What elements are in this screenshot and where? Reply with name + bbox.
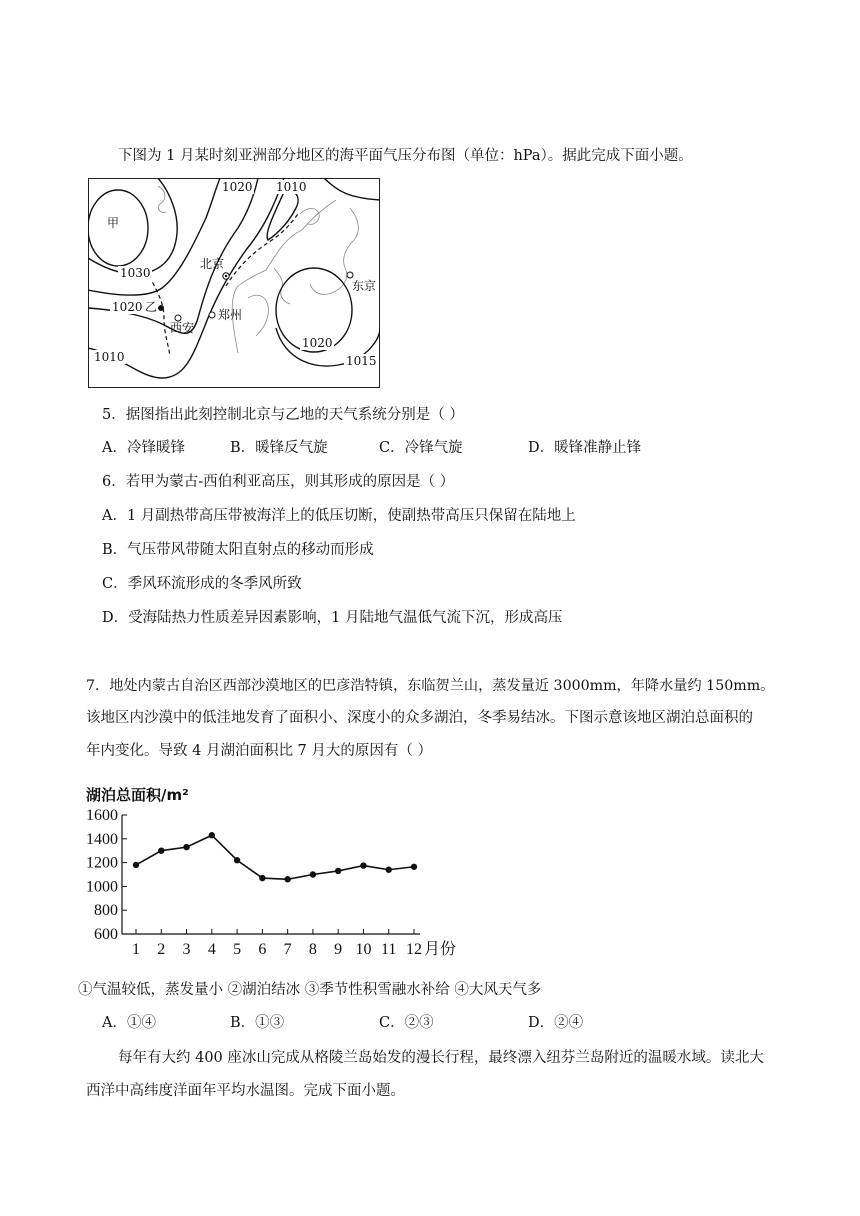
- y-tick-label: 600: [94, 926, 118, 943]
- isobar-1010-top: 1010: [276, 180, 307, 194]
- y-tick-label: 1400: [86, 830, 118, 848]
- isobar-1010-left: 1010: [94, 350, 125, 364]
- q7-option-a[interactable]: A．①④: [102, 1015, 156, 1031]
- x-tick-label: 7: [283, 941, 292, 958]
- data-point: [158, 848, 164, 854]
- q5-option-d[interactable]: D．暖锋准静止锋: [528, 440, 642, 456]
- label-dongjing: 东京: [352, 279, 377, 293]
- q7-option-c[interactable]: C．②③: [379, 1015, 434, 1031]
- x-tick-label: 1: [132, 941, 140, 958]
- lake-area-chart: [80, 780, 470, 960]
- x-tick-label: 6: [258, 941, 267, 958]
- isobar-1030: 1030: [120, 266, 151, 280]
- series-line: [136, 835, 414, 879]
- chart-series: [133, 832, 417, 882]
- x-tick-label: 8: [308, 941, 317, 958]
- isobar-1020-right: 1020: [302, 336, 333, 350]
- q6-option-d[interactable]: D．受海陆热力性质差异因素影响，1 月陆地气温低气流下沉，形成高压: [102, 610, 563, 626]
- q6-option-c[interactable]: C．季风环流形成的冬季风所致: [102, 576, 302, 592]
- q5-option-a[interactable]: A．冷锋暖锋: [102, 440, 185, 456]
- q7-line-3: 年内变化。导致 4 月湖泊面积比 7 月大的原因有（ ）: [86, 743, 432, 759]
- q7-option-d[interactable]: D．②④: [528, 1015, 584, 1031]
- data-point: [284, 876, 290, 882]
- data-point: [386, 867, 392, 873]
- isobar-map: [88, 178, 380, 388]
- q5-option-b[interactable]: B．暖锋反气旋: [230, 440, 328, 456]
- y-tick-label: 800: [94, 902, 118, 920]
- q5-option-c[interactable]: C．冷锋气旋: [379, 440, 463, 456]
- x-tick-label: 11: [381, 941, 397, 958]
- data-point: [310, 871, 316, 877]
- zhengzhou-marker: [209, 312, 215, 318]
- q6-option-a[interactable]: A．1 月副热带高压带被海洋上的低压切断，使副热带高压只保留在陆地上: [102, 508, 576, 524]
- chart-axes: [122, 815, 420, 934]
- dongjing-marker: [347, 272, 353, 278]
- x-tick-label: 3: [182, 941, 191, 958]
- x-tick-label: 9: [334, 941, 343, 958]
- data-point: [411, 864, 417, 870]
- q6-option-b[interactable]: B．气压带风带随太阳直射点的移动而形成: [102, 542, 374, 558]
- x-tick-label: 10: [355, 941, 372, 958]
- data-point: [183, 844, 189, 850]
- data-point: [234, 857, 240, 863]
- map-frame: [89, 179, 380, 388]
- label-jia: 甲: [107, 216, 120, 230]
- isobar-1020-top: 1020: [222, 180, 253, 194]
- label-zhengzhou: 郑州: [218, 308, 243, 322]
- data-point: [133, 862, 139, 868]
- chart-ticks: [86, 807, 456, 958]
- y-tick-label: 1000: [86, 878, 118, 896]
- intro2-line-2: 西洋中高纬度洋面年平均水温图。完成下面小题。: [86, 1083, 405, 1099]
- intro-text: 下图为 1 月某时刻亚洲部分地区的海平面气压分布图（单位：hPa）。据此完成下面小题。: [118, 148, 693, 164]
- data-point: [209, 832, 215, 838]
- q6-stem: 6．若甲为蒙古-西伯利亚高压，则其形成的原因是（ ）: [102, 474, 455, 490]
- q7-line-2: 该地区内沙漠中的低洼地发育了面积小、深度小的众多湖泊，冬季易结冰。下图示意该地区湖泊总面积的: [86, 710, 753, 726]
- label-yi: 乙: [145, 300, 158, 314]
- data-point: [360, 862, 366, 868]
- q7-statements: ①气温较低，蒸发量小 ②湖泊结冰 ③季节性积雪融水补给 ④大风天气多: [78, 982, 542, 998]
- q7-option-b[interactable]: B．①③: [230, 1015, 285, 1031]
- x-tick-label: 5: [233, 941, 242, 958]
- x-axis-label: 月份: [424, 941, 457, 958]
- intro2-line-1: 每年有大约 400 座冰山完成从格陵兰岛始发的漫长行程，最终漂入纽芬兰岛附近的温暖水域。读北大: [118, 1050, 764, 1066]
- label-beijing: 北京: [200, 257, 225, 271]
- q5-stem: 5．据图指出此刻控制北京与乙地的天气系统分别是（ ）: [102, 407, 464, 423]
- y-tick-label: 1200: [86, 854, 118, 872]
- x-tick-label: 12: [406, 941, 422, 958]
- isobar-1015: 1015: [346, 354, 377, 368]
- q7-line-1: 7．地处内蒙古自治区西部沙漠地区的巴彦浩特镇，东临贺兰山，蒸发量近 3000mm，年降水量约 150mm。: [86, 678, 775, 694]
- yi-marker: [158, 305, 164, 311]
- isobar-1020-left: 1020: [112, 300, 143, 314]
- data-point: [259, 875, 265, 881]
- data-point: [335, 868, 341, 874]
- label-xian: 西安: [170, 321, 195, 335]
- x-tick-label: 4: [207, 941, 216, 958]
- chart-title: 湖泊总面积/m²: [86, 786, 189, 804]
- y-tick-label: 1600: [86, 807, 118, 824]
- x-tick-label: 2: [157, 941, 166, 958]
